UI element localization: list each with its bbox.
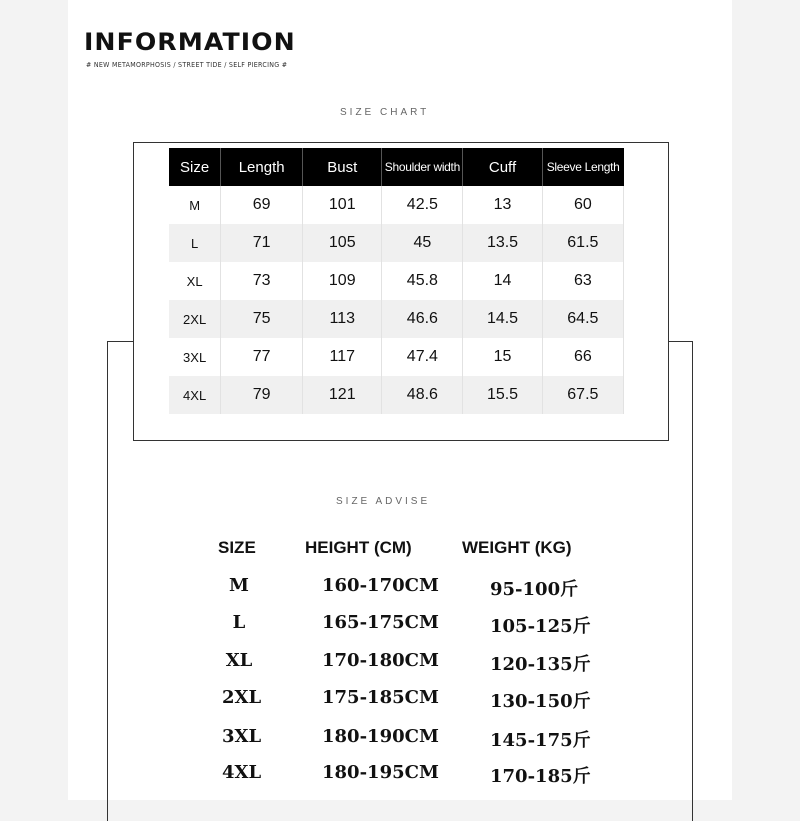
advise-weight: 130-150斤	[490, 691, 591, 712]
size-chart-label: SIZE CHART	[340, 107, 430, 118]
advise-size: 3XL	[222, 726, 262, 747]
table-cell: 121	[303, 376, 382, 414]
header-cell: Bust	[303, 148, 382, 186]
table-cell: 15	[463, 338, 542, 376]
table-cell: 14.5	[463, 300, 542, 338]
table-cell: 13.5	[463, 224, 542, 262]
advise-row	[0, 726, 800, 756]
advise-weight: 170-185斤	[490, 766, 591, 787]
advise-row	[0, 575, 800, 605]
advise-row	[0, 612, 800, 642]
table-row	[169, 338, 624, 376]
size-chart-header-row	[169, 148, 624, 186]
table-cell: 75	[221, 300, 303, 338]
table-cell: 14	[463, 262, 542, 300]
table-row	[169, 376, 624, 414]
advise-size: 4XL	[222, 762, 262, 783]
table-cell: 45.8	[382, 262, 463, 300]
advise-size: M	[229, 575, 249, 596]
advise-height: 160-170CM	[322, 575, 439, 596]
table-cell: 71	[221, 224, 303, 262]
table-row	[169, 262, 624, 300]
advise-size: L	[232, 612, 246, 633]
advise-height: 165-175CM	[322, 612, 439, 633]
advise-weight: 145-175斤	[490, 730, 591, 751]
advise-header-size: SIZE	[218, 538, 256, 557]
advise-height: 180-195CM	[322, 762, 439, 783]
advise-weight: 105-125斤	[490, 616, 591, 637]
table-cell: 4XL	[169, 376, 221, 414]
table-cell: 15.5	[463, 376, 542, 414]
header-cell: Shoulder width	[382, 148, 463, 186]
advise-row	[0, 650, 800, 680]
table-cell: 63	[542, 262, 623, 300]
header-cell: Size	[169, 148, 221, 186]
table-cell: 117	[303, 338, 382, 376]
table-cell: 2XL	[169, 300, 221, 338]
advise-header-weight: WEIGHT (KG)	[462, 538, 572, 557]
page-subtitle: # NEW METAMORPHOSIS / STREET TIDE / SELF PIERCING #	[86, 61, 288, 69]
size-advise-label: SIZE ADVISE	[336, 496, 431, 507]
table-cell: 66	[542, 338, 623, 376]
table-cell: 64.5	[542, 300, 623, 338]
table-cell: 48.6	[382, 376, 463, 414]
table-cell: 42.5	[382, 186, 463, 224]
table-cell: 77	[221, 338, 303, 376]
table-cell: 105	[303, 224, 382, 262]
table-row	[169, 300, 624, 338]
advise-weight: 120-135斤	[490, 654, 591, 675]
table-cell: XL	[169, 262, 221, 300]
table-cell: 113	[303, 300, 382, 338]
advise-row	[0, 762, 800, 792]
table-cell: 101	[303, 186, 382, 224]
advise-height: 170-180CM	[322, 650, 439, 671]
table-cell: 67.5	[542, 376, 623, 414]
table-cell: M	[169, 186, 221, 224]
table-cell: 45	[382, 224, 463, 262]
table-cell: 60	[542, 186, 623, 224]
table-cell: 109	[303, 262, 382, 300]
size-chart-table	[169, 148, 624, 414]
advise-row	[0, 687, 800, 717]
table-row	[169, 186, 624, 224]
table-cell: 13	[463, 186, 542, 224]
table-cell: 3XL	[169, 338, 221, 376]
table-cell: L	[169, 224, 221, 262]
advise-height: 175-185CM	[322, 687, 439, 708]
table-row	[169, 224, 624, 262]
table-cell: 61.5	[542, 224, 623, 262]
table-cell: 73	[221, 262, 303, 300]
advise-header-height: HEIGHT (CM)	[305, 538, 412, 557]
table-cell: 79	[221, 376, 303, 414]
table-cell: 69	[221, 186, 303, 224]
header-cell: Cuff	[463, 148, 542, 186]
advise-size: XL	[225, 650, 253, 671]
table-cell: 46.6	[382, 300, 463, 338]
advise-height: 180-190CM	[322, 726, 439, 747]
advise-size: 2XL	[222, 687, 262, 708]
header-cell: Sleeve Length	[542, 148, 623, 186]
table-cell: 47.4	[382, 338, 463, 376]
header-cell: Length	[221, 148, 303, 186]
advise-weight: 95-100斤	[490, 579, 579, 600]
page-title: INFORMATION	[84, 28, 296, 56]
